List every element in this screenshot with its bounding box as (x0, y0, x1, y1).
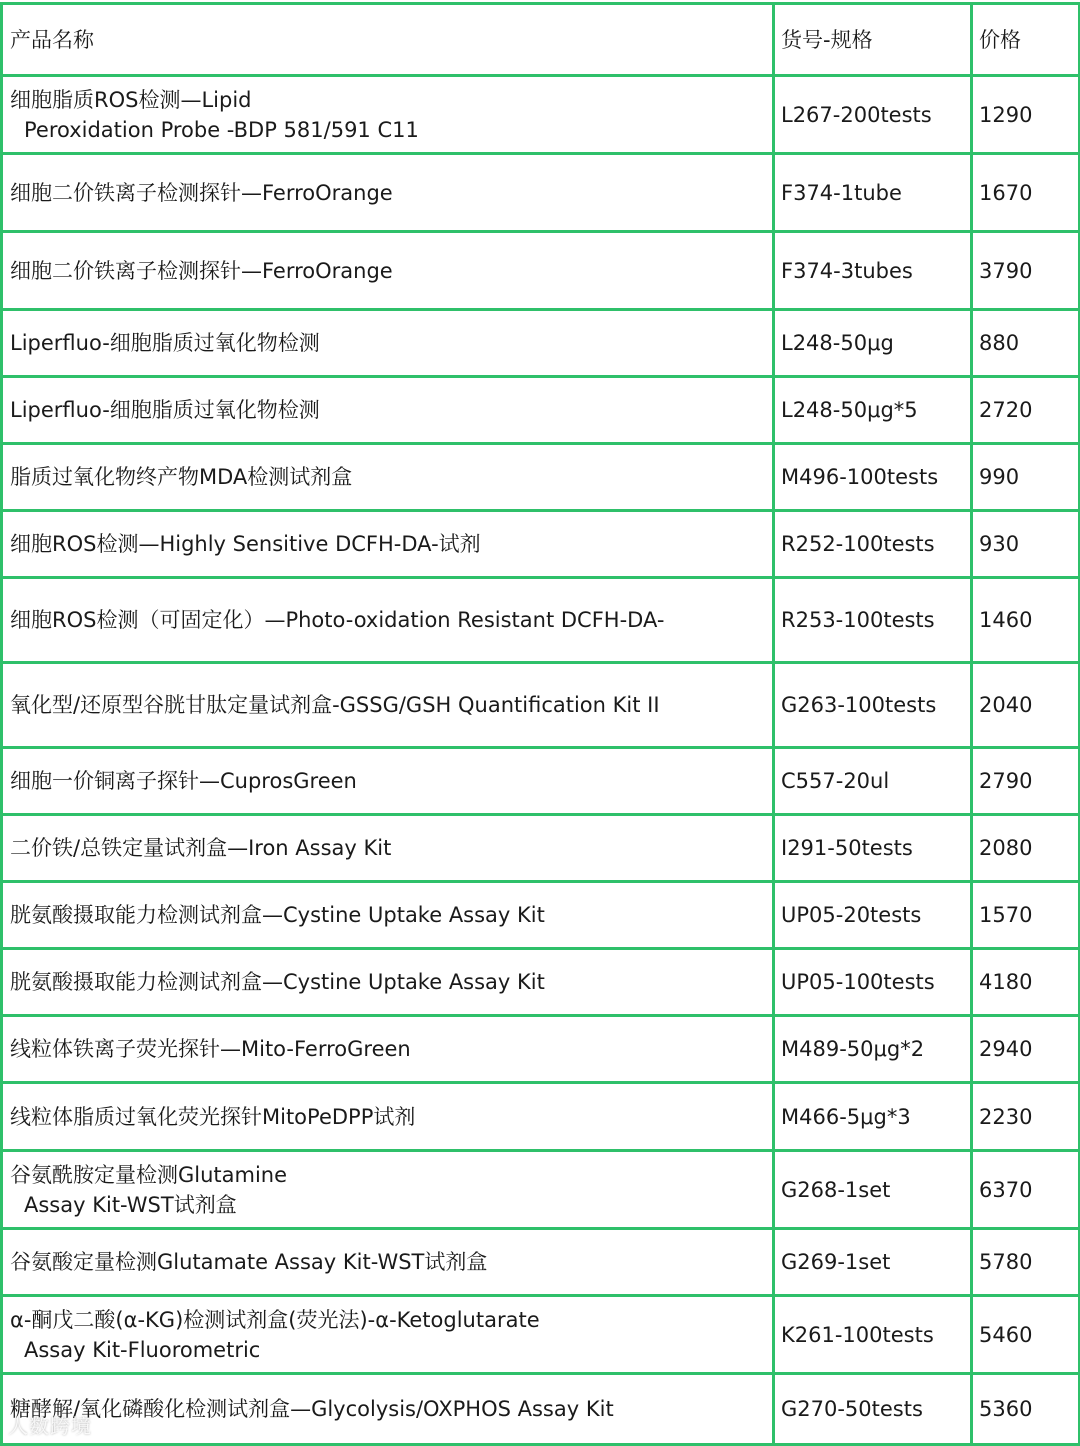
product-name-cell (2, 232, 774, 310)
product-name-cell (2, 76, 774, 154)
item-code-cell: I291-50tests (774, 815, 972, 882)
table-row (2, 748, 1080, 815)
product-name-line: 糖酵解/氧化磷酸化检测试剂盒—Glycolysis/OXPHOS Assay Kit (10, 1397, 614, 1421)
item-code-cell: G263-100tests (774, 663, 972, 748)
product-name-line: Assay Kit-WST试剂盒 (24, 1192, 237, 1217)
product-name-cell (2, 1151, 774, 1229)
item-code-cell: L248-50μg*5 (774, 377, 972, 444)
product-name-cell (2, 1374, 774, 1445)
product-name-line: 胱氨酸摄取能力检测试剂盒—Cystine Uptake Assay Kit (10, 970, 545, 994)
item-code-cell: M496-100tests (774, 444, 972, 511)
item-code-cell: M466-5μg*3 (774, 1083, 972, 1151)
product-name-cell (2, 1229, 774, 1296)
price-cell: 1460 (972, 578, 1080, 663)
product-name-line: Liperfluo-细胞脂质过氧化物检测 (10, 398, 320, 422)
product-name-cell (2, 1296, 774, 1374)
item-code-cell: G269-1set (774, 1229, 972, 1296)
table-row (2, 1083, 1080, 1151)
table-row (2, 310, 1080, 377)
product-name-line: 细胞一价铜离子探针—CuprosGreen (10, 769, 357, 793)
item-code-cell: F374-1tube (774, 154, 972, 232)
table-row (2, 444, 1080, 511)
header-item-code: 货号-规格 (774, 4, 972, 76)
item-code-cell: R253-100tests (774, 578, 972, 663)
price-cell: 5360 (972, 1374, 1080, 1445)
product-name-line: 细胞ROS检测（可固定化）—Photo-oxidation Resistant DCFH-DA- (10, 608, 665, 632)
product-name-line: 线粒体脂质过氧化荧光探针MitoPeDPP试剂 (10, 1104, 416, 1129)
table-row (2, 578, 1080, 663)
price-cell: 2230 (972, 1083, 1080, 1151)
product-name-cell (2, 377, 774, 444)
product-name-line: 脂质过氧化物终产物MDA检测试剂盒 (10, 465, 353, 489)
table-row (2, 154, 1080, 232)
item-code-cell: C557-20ul (774, 748, 972, 815)
table-row (2, 377, 1080, 444)
price-cell: 5780 (972, 1229, 1080, 1296)
product-name-line: 线粒体铁离子荧光探针—Mito-FerroGreen (10, 1037, 411, 1061)
product-name-cell (2, 578, 774, 663)
product-name-cell (2, 663, 774, 748)
item-code-cell: UP05-100tests (774, 949, 972, 1016)
product-name-cell (2, 1016, 774, 1083)
price-cell: 880 (972, 310, 1080, 377)
item-code-cell: L248-50μg (774, 310, 972, 377)
price-cell: 1570 (972, 882, 1080, 949)
item-code-cell: G270-50tests (774, 1374, 972, 1445)
item-code-cell: G268-1set (774, 1151, 972, 1229)
table-row (2, 949, 1080, 1016)
table-row (2, 663, 1080, 748)
table-row (2, 815, 1080, 882)
table-row (2, 511, 1080, 578)
item-code-cell: K261-100tests (774, 1296, 972, 1374)
price-cell: 6370 (972, 1151, 1080, 1229)
price-cell: 990 (972, 444, 1080, 511)
price-cell: 930 (972, 511, 1080, 578)
header-price: 价格 (972, 4, 1080, 76)
price-cell: 3790 (972, 232, 1080, 310)
product-name-cell (2, 949, 774, 1016)
product-name-cell (2, 815, 774, 882)
price-cell: 2080 (972, 815, 1080, 882)
table-row (2, 882, 1080, 949)
table-row (2, 1229, 1080, 1296)
item-code-cell: L267-200tests (774, 76, 972, 154)
header-product-name: 产品名称 (2, 4, 774, 76)
table-row (2, 1296, 1080, 1374)
product-name-line: 细胞ROS检测—Highly Sensitive DCFH-DA-试剂 (10, 532, 481, 556)
product-name-line: 谷氨酰胺定量检测Glutamine (10, 1162, 288, 1187)
product-name-line: 细胞脂质ROS检测—Lipid (10, 87, 252, 112)
product-name-line: 谷氨酸定量检测Glutamate Assay Kit-WST试剂盒 (10, 1250, 488, 1274)
product-name-cell (2, 748, 774, 815)
product-name-line: Liperfluo-细胞脂质过氧化物检测 (10, 331, 320, 355)
product-name-cell (2, 1083, 774, 1151)
table-row (2, 232, 1080, 310)
price-cell: 5460 (972, 1296, 1080, 1374)
product-name-line: Peroxidation Probe -BDP 581/591 C11 (24, 117, 419, 142)
item-code-cell: R252-100tests (774, 511, 972, 578)
price-cell: 2940 (972, 1016, 1080, 1083)
product-name-cell (2, 444, 774, 511)
watermark: 人数跨境 (8, 1414, 92, 1438)
product-name-cell (2, 310, 774, 377)
product-name-line: 细胞二价铁离子检测探针—FerroOrange (10, 180, 393, 205)
table-row (2, 1374, 1080, 1445)
table-row (2, 76, 1080, 154)
price-table (0, 2, 1080, 1446)
product-name-line: 胱氨酸摄取能力检测试剂盒—Cystine Uptake Assay Kit (10, 903, 545, 927)
product-name-line: 细胞二价铁离子检测探针—FerroOrange (10, 258, 393, 283)
product-name-line: Assay Kit-Fluorometric (24, 1337, 261, 1362)
table-row (2, 1016, 1080, 1083)
price-cell: 1670 (972, 154, 1080, 232)
item-code-cell: F374-3tubes (774, 232, 972, 310)
price-cell: 2040 (972, 663, 1080, 748)
price-cell: 4180 (972, 949, 1080, 1016)
price-cell: 2720 (972, 377, 1080, 444)
product-name-cell (2, 511, 774, 578)
item-code-cell: M489-50μg*2 (774, 1016, 972, 1083)
price-cell: 2790 (972, 748, 1080, 815)
header-row (2, 4, 1080, 76)
price-cell: 1290 (972, 76, 1080, 154)
table-row (2, 1151, 1080, 1229)
product-name-line: 二价铁/总铁定量试剂盒—Iron Assay Kit (10, 836, 392, 860)
item-code-cell: UP05-20tests (774, 882, 972, 949)
product-name-line: α-酮戊二酸(α-KG)检测试剂盒(荧光法)-α-Ketoglutarate (10, 1307, 540, 1332)
product-name-line: 氧化型/还原型谷胱甘肽定量试剂盒-GSSG/GSH Quantification Kit II (10, 693, 660, 717)
product-name-cell (2, 154, 774, 232)
product-name-cell (2, 882, 774, 949)
